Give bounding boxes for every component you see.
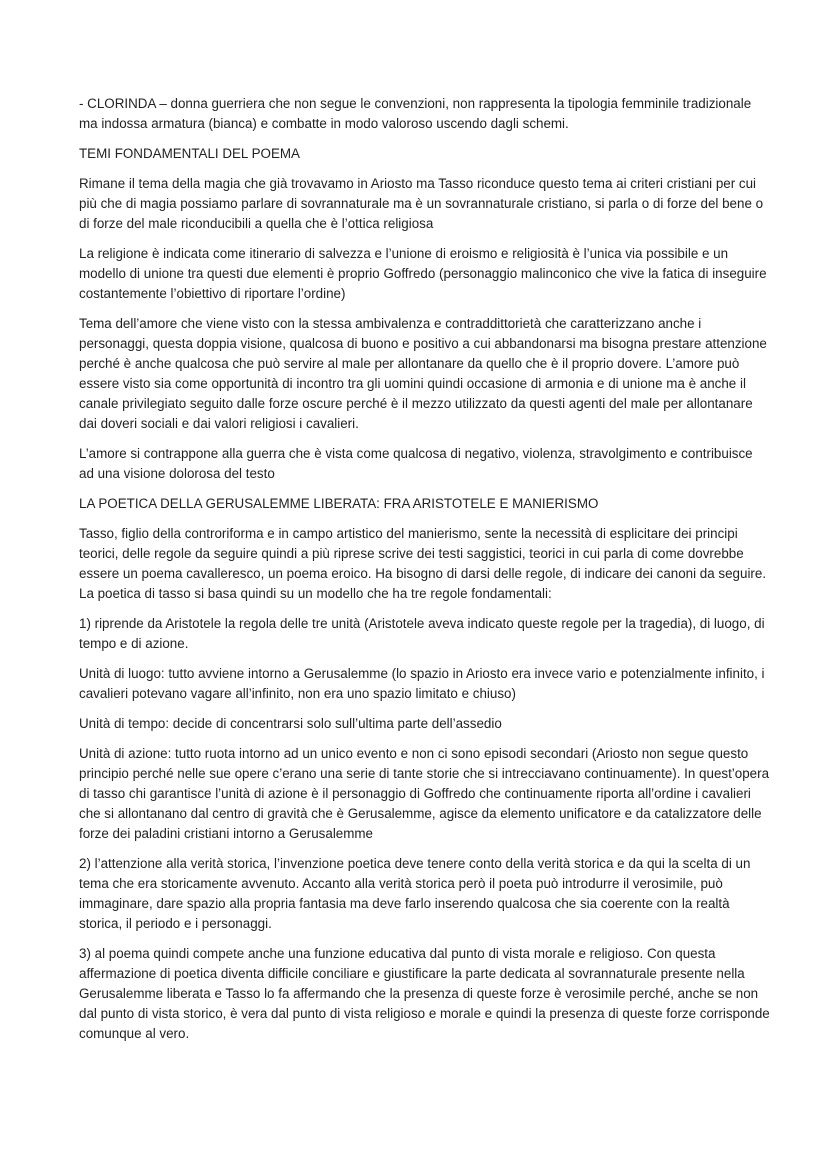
paragraph-religione: La religione è indicata come itinerario di salvezza e l’unione di eroismo e religiosità è l’unica via possibile e un modello di unione tra questi due elementi è proprio Goffredo (personaggio malinconico che vive la fatica di inseguire costantemente l’obiettivo di riportare l’ordine)	[79, 246, 767, 301]
paragraph-unita-tempo: Unità di tempo: decide di concentrarsi solo sull’ultima parte dell’assedio	[79, 716, 502, 731]
paragraph-magia: Rimane il tema della magia che già trovavamo in Ariosto ma Tasso riconduce questo tema ai criteri cristiani per cui più che di magia possiamo parlare di sovrannaturale ma è un sovrannaturale cristiano, si parla o di forze del bene o di forze del male riconducibili a quella che è l’ottica religiosa	[79, 176, 764, 231]
paragraph-regola-3: 3) al poema quindi compete anche una funzione educativa dal punto di vista morale e religioso. Con questa affermazione di poetica diventa difficile conciliare e giustificare la parte dedicata al sovrannaturale presente nella Gerusalemme liberata e Tasso lo fa affermando che la presenza di queste forze è verosimile perché, anche se non dal punto di vista storico, è vera dal punto di vista religioso e morale e quindi la presenza di queste forze corrisponde comunque al vero.	[79, 946, 770, 1041]
paragraph-regola-1: 1) riprende da Aristotele la regola delle tre unità (Aristotele aveva indicato queste regole per la tragedia), di luogo, di tempo e di azione.	[79, 616, 765, 651]
paragraph-tasso: Tasso, figlio della controriforma e in campo artistico del manierismo, sente la necessità di esplicitare dei principi teorici, delle regole da seguire quindi a più riprese scrive dei testi saggistici, teorici in cui parla di come dovrebbe essere un poema cavalleresco, un poema eroico. Ha bisogno di darsi delle regole, di indicare dei canoni da seguire. La poetica di tasso si basa quindi su un modello che ha tre regole fondamentali:	[79, 526, 767, 601]
paragraph-unita-azione: Unità di azione: tutto ruota intorno ad un unico evento e non ci sono episodi secondari (Ariosto non segue questo principio perché nelle sue opere c’erano una serie di tante storie che si intrecciavano continuamente). In quest’opera di tasso chi garantisce l’unità di azione è il personaggio di Goffredo che continuamente riporta all’ordine i cavalieri che si allontanano dal centro di gravità che è Gerusalemme, agisce da elemento unificatore e da catalizzatore delle forze dei paladini cristiani intorno a Gerusalemme	[79, 746, 770, 841]
paragraph-amore: Tema dell’amore che viene visto con la stessa ambivalenza e contraddittorietà che caratterizzano anche i personaggi, questa doppia visione, qualcosa di buono e positivo a cui abbandonarsi ma bisogna prestare attenzione perché è anche qualcosa che può servire al male per allontanare da quello che è il proprio dovere. L’amore può essere visto sia come opportunità di incontro tra gli uomini quindi occasione di armonia e di unione ma è anche il canale privilegiato seguito dalle forze oscure perché è il mezzo utilizzato da questi agenti del male per allontanare dai doveri sociali e dai valori religiosi i cavalieri.	[79, 316, 767, 431]
document-page	[79, 94, 771, 1054]
paragraph-guerra: L’amore si contrappone alla guerra che è vista come qualcosa di negativo, violenza, stravolgimento e contribuisce ad una visione dolorosa del testo	[79, 446, 753, 481]
section-heading-temi: TEMI FONDAMENTALI DEL POEMA	[79, 146, 300, 161]
paragraph-regola-2: 2) l’attenzione alla verità storica, l’invenzione poetica deve tenere conto della verità storica e da qui la scelta di un tema che era storicamente avvenuto. Accanto alla verità storica però il poeta può introdurre il verosimile, può immaginare, dare spazio alla propria fantasia ma deve farlo inserendo qualcosa che sia coerente con la realtà storica, il periodo e i personaggi.	[79, 856, 751, 931]
paragraph-clorinda: - CLORINDA – donna guerriera che non segue le convenzioni, non rappresenta la tipologia femminile tradizionale ma indossa armatura (bianca) e combatte in modo valoroso uscendo dagli schemi.	[79, 96, 752, 131]
paragraph-unita-luogo: Unità di luogo: tutto avviene intorno a Gerusalemme (lo spazio in Ariosto era invece vario e potenzialmente infinito, i cavalieri potevano vagare all’infinito, non era uno spazio limitato e chiuso)	[79, 666, 765, 701]
section-heading-poetica: LA POETICA DELLA GERUSALEMME LIBERATA: FRA ARISTOTELE E MANIERISMO	[79, 496, 599, 511]
